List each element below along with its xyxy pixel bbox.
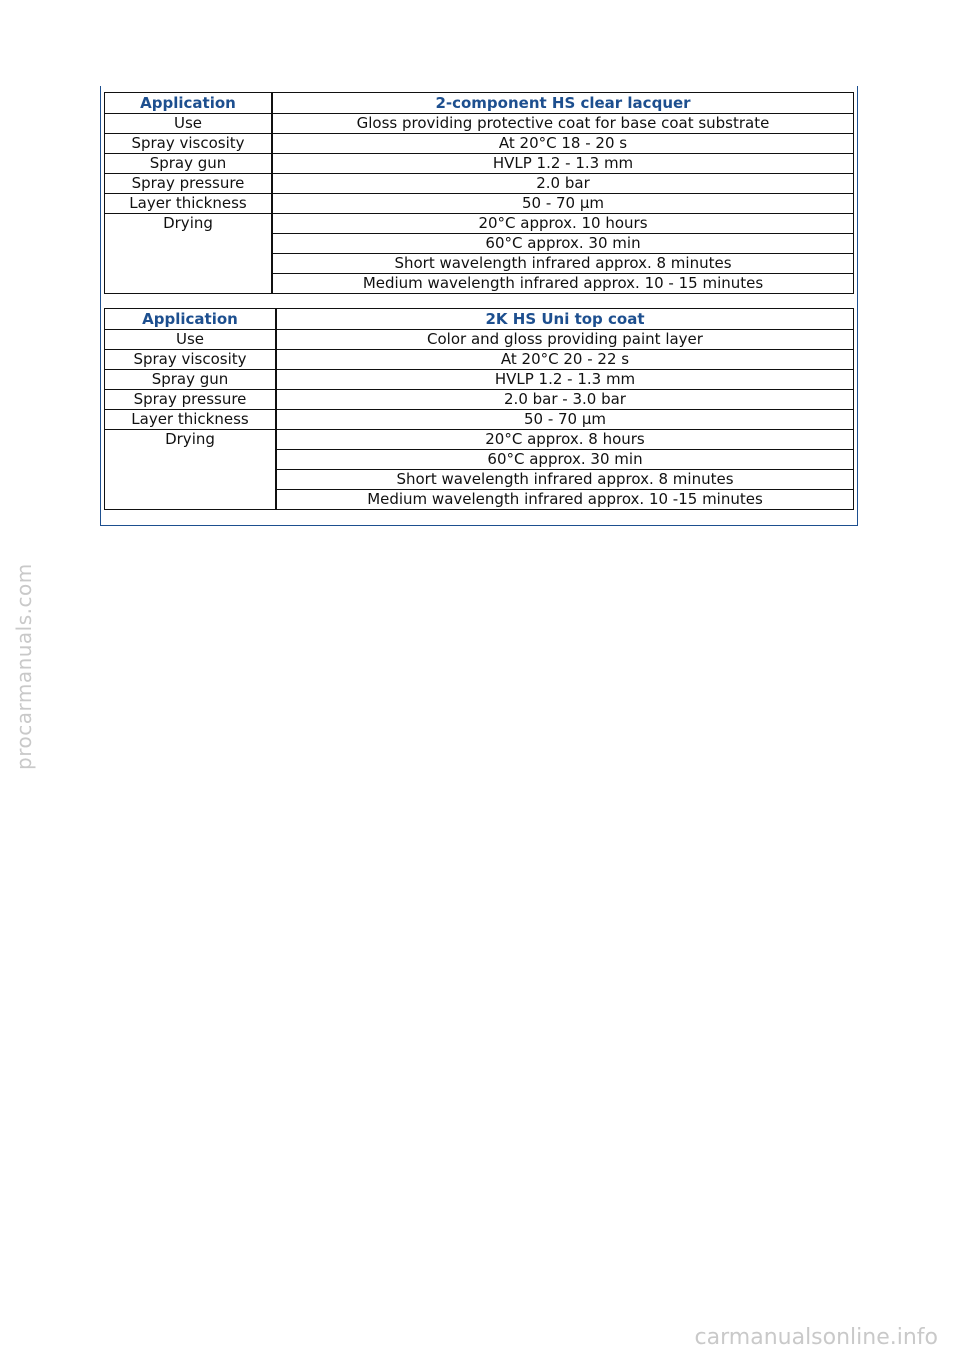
side-watermark: procarmanuals.com bbox=[12, 563, 36, 770]
row-label: Spray gun bbox=[104, 154, 272, 174]
row-label: Use bbox=[104, 114, 272, 134]
drying-extra-value: 60°C approx. 30 min bbox=[276, 450, 854, 470]
table-row bbox=[104, 174, 854, 194]
row-value: HVLP 1.2 - 1.3 mm bbox=[272, 154, 854, 174]
table-row bbox=[104, 154, 854, 174]
row-value: 50 - 70 µm bbox=[272, 194, 854, 214]
row-label: Spray pressure bbox=[104, 390, 276, 410]
table-header-row bbox=[104, 92, 854, 114]
table-header-row bbox=[104, 308, 854, 330]
header-label: Application bbox=[104, 92, 272, 114]
row-value: 20°C approx. 8 hours bbox=[276, 430, 854, 450]
table-row bbox=[104, 390, 854, 410]
table-row bbox=[104, 430, 854, 450]
table-row bbox=[104, 350, 854, 370]
row-value: 2.0 bar bbox=[272, 174, 854, 194]
drying-extra-value: Short wavelength infrared approx. 8 minutes bbox=[272, 254, 854, 274]
drying-extra-value: 60°C approx. 30 min bbox=[272, 234, 854, 254]
row-label: Spray viscosity bbox=[104, 134, 272, 154]
table-row bbox=[104, 114, 854, 134]
table-row bbox=[104, 370, 854, 390]
row-label: Use bbox=[104, 330, 276, 350]
table-row bbox=[104, 134, 854, 154]
row-value: 50 - 70 µm bbox=[276, 410, 854, 430]
row-label-drying: Drying bbox=[104, 214, 272, 294]
row-value: At 20°C 18 - 20 s bbox=[272, 134, 854, 154]
table-row bbox=[104, 194, 854, 214]
drying-extra-value: Medium wavelength infrared approx. 10 -15 minutes bbox=[276, 490, 854, 510]
table-row bbox=[104, 214, 854, 234]
header-label: Application bbox=[104, 308, 276, 330]
table-row bbox=[104, 330, 854, 350]
row-label: Spray gun bbox=[104, 370, 276, 390]
drying-extra-value: Medium wavelength infrared approx. 10 - 15 minutes bbox=[272, 274, 854, 294]
header-value: 2-component HS clear lacquer bbox=[272, 92, 854, 114]
header-value: 2K HS Uni top coat bbox=[276, 308, 854, 330]
row-label: Layer thickness bbox=[104, 194, 272, 214]
row-label: Spray pressure bbox=[104, 174, 272, 194]
bottom-watermark: carmanualsonline.info bbox=[694, 1325, 938, 1350]
row-label: Spray viscosity bbox=[104, 350, 276, 370]
clear-lacquer-spec-table bbox=[104, 92, 854, 294]
uni-top-coat-spec-table bbox=[104, 308, 854, 510]
table-row bbox=[104, 410, 854, 430]
row-value: 2.0 bar - 3.0 bar bbox=[276, 390, 854, 410]
row-label-drying: Drying bbox=[104, 430, 276, 510]
row-value: At 20°C 20 - 22 s bbox=[276, 350, 854, 370]
row-value: HVLP 1.2 - 1.3 mm bbox=[276, 370, 854, 390]
row-value: Gloss providing protective coat for base coat substrate bbox=[272, 114, 854, 134]
row-label: Layer thickness bbox=[104, 410, 276, 430]
drying-extra-value: Short wavelength infrared approx. 8 minutes bbox=[276, 470, 854, 490]
row-value: 20°C approx. 10 hours bbox=[272, 214, 854, 234]
row-value: Color and gloss providing paint layer bbox=[276, 330, 854, 350]
